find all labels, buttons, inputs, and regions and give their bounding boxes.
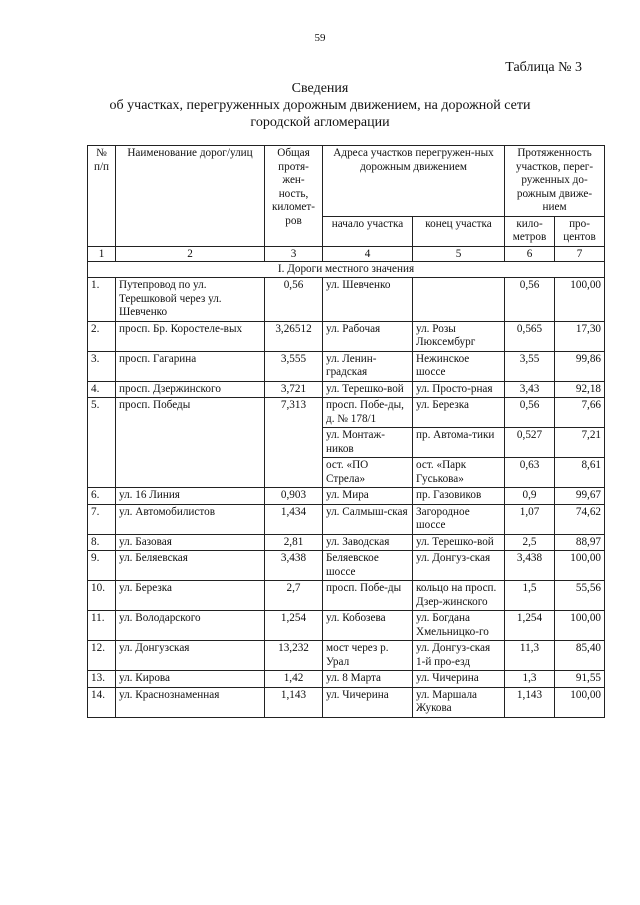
cell-end: кольцо на просп. Дзер-жинского xyxy=(413,581,505,611)
cell-pct: 7,21 xyxy=(555,428,605,458)
table-row xyxy=(88,488,605,505)
title-line-2: об участках, перегруженных дорожным движением, на дорожной сети xyxy=(109,98,531,113)
cell-end xyxy=(413,278,505,322)
cell-start: мост через р. Урал xyxy=(323,641,413,671)
cell-start: ул. Салмыш-ская xyxy=(323,504,413,534)
cell-name: ул. Володарского xyxy=(116,611,265,641)
title-line-3: городской агломерации xyxy=(250,115,390,130)
cell-pct: 99,86 xyxy=(555,351,605,381)
cell-num: 2. xyxy=(88,321,116,351)
column-number: 7 xyxy=(555,246,605,261)
cell-pct: 100,00 xyxy=(555,278,605,322)
cell-start: ул. Шевченко xyxy=(323,278,413,322)
cell-num: 10. xyxy=(88,581,116,611)
column-numbers-row xyxy=(88,246,605,261)
cell-total: 1,42 xyxy=(265,671,323,688)
cell-km: 1,5 xyxy=(505,581,555,611)
cell-km: 0,56 xyxy=(505,398,555,428)
cell-start: ул. Кобозева xyxy=(323,611,413,641)
header-km: кило-метров xyxy=(505,216,555,246)
table-body xyxy=(88,278,605,718)
cell-num: 13. xyxy=(88,671,116,688)
cell-end: ул. Чичерина xyxy=(413,671,505,688)
cell-num: 14. xyxy=(88,687,116,717)
cell-pct: 100,00 xyxy=(555,687,605,717)
cell-total: 1,434 xyxy=(265,504,323,534)
table-row xyxy=(88,321,605,351)
table-row xyxy=(88,551,605,581)
cell-start: ул. Монтаж-ников xyxy=(323,428,413,458)
cell-num: 3. xyxy=(88,351,116,381)
header-total: Общая протя-жен-ность, километ-ров xyxy=(265,146,323,247)
cell-num: 12. xyxy=(88,641,116,671)
cell-km: 3,438 xyxy=(505,551,555,581)
cell-end: ул. Донгуз-ская 1-й про-езд xyxy=(413,641,505,671)
cell-km: 1,07 xyxy=(505,504,555,534)
cell-total: 1,254 xyxy=(265,611,323,641)
header-name: Наименование дорог/улиц xyxy=(116,146,265,247)
cell-name: ул. Автомобилистов xyxy=(116,504,265,534)
cell-name: просп. Победы xyxy=(116,398,265,488)
table-row xyxy=(88,504,605,534)
cell-end: ул. Богдана Хмельницко-го xyxy=(413,611,505,641)
column-number: 3 xyxy=(265,246,323,261)
table-row xyxy=(88,671,605,688)
cell-km: 1,143 xyxy=(505,687,555,717)
cell-end: ул. Терешко-вой xyxy=(413,534,505,551)
table-row xyxy=(88,398,605,428)
cell-num: 6. xyxy=(88,488,116,505)
cell-pct: 92,18 xyxy=(555,381,605,398)
cell-end: ул. Березка xyxy=(413,398,505,428)
cell-start: ул. Мира xyxy=(323,488,413,505)
cell-end: ул. Донгуз-ская xyxy=(413,551,505,581)
cell-km: 0,565 xyxy=(505,321,555,351)
cell-km: 0,527 xyxy=(505,428,555,458)
section-row xyxy=(88,261,605,278)
cell-total: 3,438 xyxy=(265,551,323,581)
cell-start: Беляевское шоссе xyxy=(323,551,413,581)
cell-pct: 17,30 xyxy=(555,321,605,351)
cell-start: ул. 8 Марта xyxy=(323,671,413,688)
cell-name: просп. Гагарина xyxy=(116,351,265,381)
cell-pct: 88,97 xyxy=(555,534,605,551)
cell-name: Путепровод по ул. Терешковой через ул. Шевченко xyxy=(116,278,265,322)
table-row xyxy=(88,351,605,381)
cell-end: пр. Автома-тики xyxy=(413,428,505,458)
column-number: 5 xyxy=(413,246,505,261)
cell-pct: 100,00 xyxy=(555,551,605,581)
cell-pct: 8,61 xyxy=(555,458,605,488)
cell-name: ул. 16 Линия xyxy=(116,488,265,505)
cell-name: ул. Беляевская xyxy=(116,551,265,581)
cell-name: ул. Березка xyxy=(116,581,265,611)
cell-start: ост. «ПО Стрела» xyxy=(323,458,413,488)
cell-total: 13,232 xyxy=(265,641,323,671)
cell-start: ул. Терешко-вой xyxy=(323,381,413,398)
cell-end: пр. Газовиков xyxy=(413,488,505,505)
cell-total: 1,143 xyxy=(265,687,323,717)
cell-name: ул. Базовая xyxy=(116,534,265,551)
cell-num: 11. xyxy=(88,611,116,641)
cell-pct: 85,40 xyxy=(555,641,605,671)
cell-pct: 55,56 xyxy=(555,581,605,611)
table-label: Таблица № 3 xyxy=(505,60,582,75)
cell-end: ост. «Парк Гуськова» xyxy=(413,458,505,488)
cell-pct: 91,55 xyxy=(555,671,605,688)
cell-start: ул. Ленин-градская xyxy=(323,351,413,381)
column-number: 2 xyxy=(116,246,265,261)
cell-total: 7,313 xyxy=(265,398,323,488)
cell-start: ул. Заводская xyxy=(323,534,413,551)
table-row xyxy=(88,687,605,717)
cell-pct: 7,66 xyxy=(555,398,605,428)
cell-total: 3,26512 xyxy=(265,321,323,351)
cell-end: ул. Просто-рная xyxy=(413,381,505,398)
header-end: конец участка xyxy=(413,216,505,246)
cell-km: 0,56 xyxy=(505,278,555,322)
cell-km: 1,3 xyxy=(505,671,555,688)
column-number: 4 xyxy=(323,246,413,261)
cell-total: 3,721 xyxy=(265,381,323,398)
cell-pct: 74,62 xyxy=(555,504,605,534)
cell-name: просп. Бр. Коростеле-вых xyxy=(116,321,265,351)
cell-end: ул. Розы Люксембург xyxy=(413,321,505,351)
table-row xyxy=(88,611,605,641)
cell-name: ул. Краснознаменная xyxy=(116,687,265,717)
page-number: 59 xyxy=(314,32,326,44)
cell-total: 0,56 xyxy=(265,278,323,322)
cell-total: 2,7 xyxy=(265,581,323,611)
header-addresses: Адреса участков перегружен-ных дорожным движением xyxy=(323,146,505,217)
cell-start: ул. Чичерина xyxy=(323,687,413,717)
table-row xyxy=(88,278,605,322)
header-num: № п/п xyxy=(88,146,116,247)
cell-num: 5. xyxy=(88,398,116,488)
cell-km: 0,63 xyxy=(505,458,555,488)
cell-num: 4. xyxy=(88,381,116,398)
cell-km: 1,254 xyxy=(505,611,555,641)
header-start: начало участка xyxy=(323,216,413,246)
header-row-1 xyxy=(88,146,605,217)
cell-name: ул. Кирова xyxy=(116,671,265,688)
cell-km: 0,9 xyxy=(505,488,555,505)
cell-pct: 100,00 xyxy=(555,611,605,641)
cell-end: Нежинское шоссе xyxy=(413,351,505,381)
cell-km: 11,3 xyxy=(505,641,555,671)
cell-num: 8. xyxy=(88,534,116,551)
column-number: 6 xyxy=(505,246,555,261)
table-row xyxy=(88,641,605,671)
cell-start: просп. Побе-ды, д. № 178/1 xyxy=(323,398,413,428)
table-row xyxy=(88,534,605,551)
cell-end: Загородное шоссе xyxy=(413,504,505,534)
title-line-1: Сведения xyxy=(291,81,349,96)
cell-total: 0,903 xyxy=(265,488,323,505)
cell-km: 2,5 xyxy=(505,534,555,551)
cell-num: 1. xyxy=(88,278,116,322)
header-length: Протяженность участков, перег-руженных до-рожным движе-нием xyxy=(505,146,605,217)
cell-total: 3,555 xyxy=(265,351,323,381)
cell-end: ул. Маршала Жукова xyxy=(413,687,505,717)
table-row xyxy=(88,581,605,611)
table-row xyxy=(88,381,605,398)
section-title: I. Дороги местного значения xyxy=(88,261,605,278)
cell-name: ул. Донгузская xyxy=(116,641,265,671)
cell-start: ул. Рабочая xyxy=(323,321,413,351)
cell-km: 3,55 xyxy=(505,351,555,381)
cell-km: 3,43 xyxy=(505,381,555,398)
cell-total: 2,81 xyxy=(265,534,323,551)
cell-num: 7. xyxy=(88,504,116,534)
cell-num: 9. xyxy=(88,551,116,581)
cell-pct: 99,67 xyxy=(555,488,605,505)
cell-name: просп. Дзержинского xyxy=(116,381,265,398)
header-pct: про-центов xyxy=(555,216,605,246)
document-title xyxy=(0,80,640,131)
congested-roads-table xyxy=(87,145,605,718)
cell-start: просп. Побе-ды xyxy=(323,581,413,611)
column-number: 1 xyxy=(88,246,116,261)
